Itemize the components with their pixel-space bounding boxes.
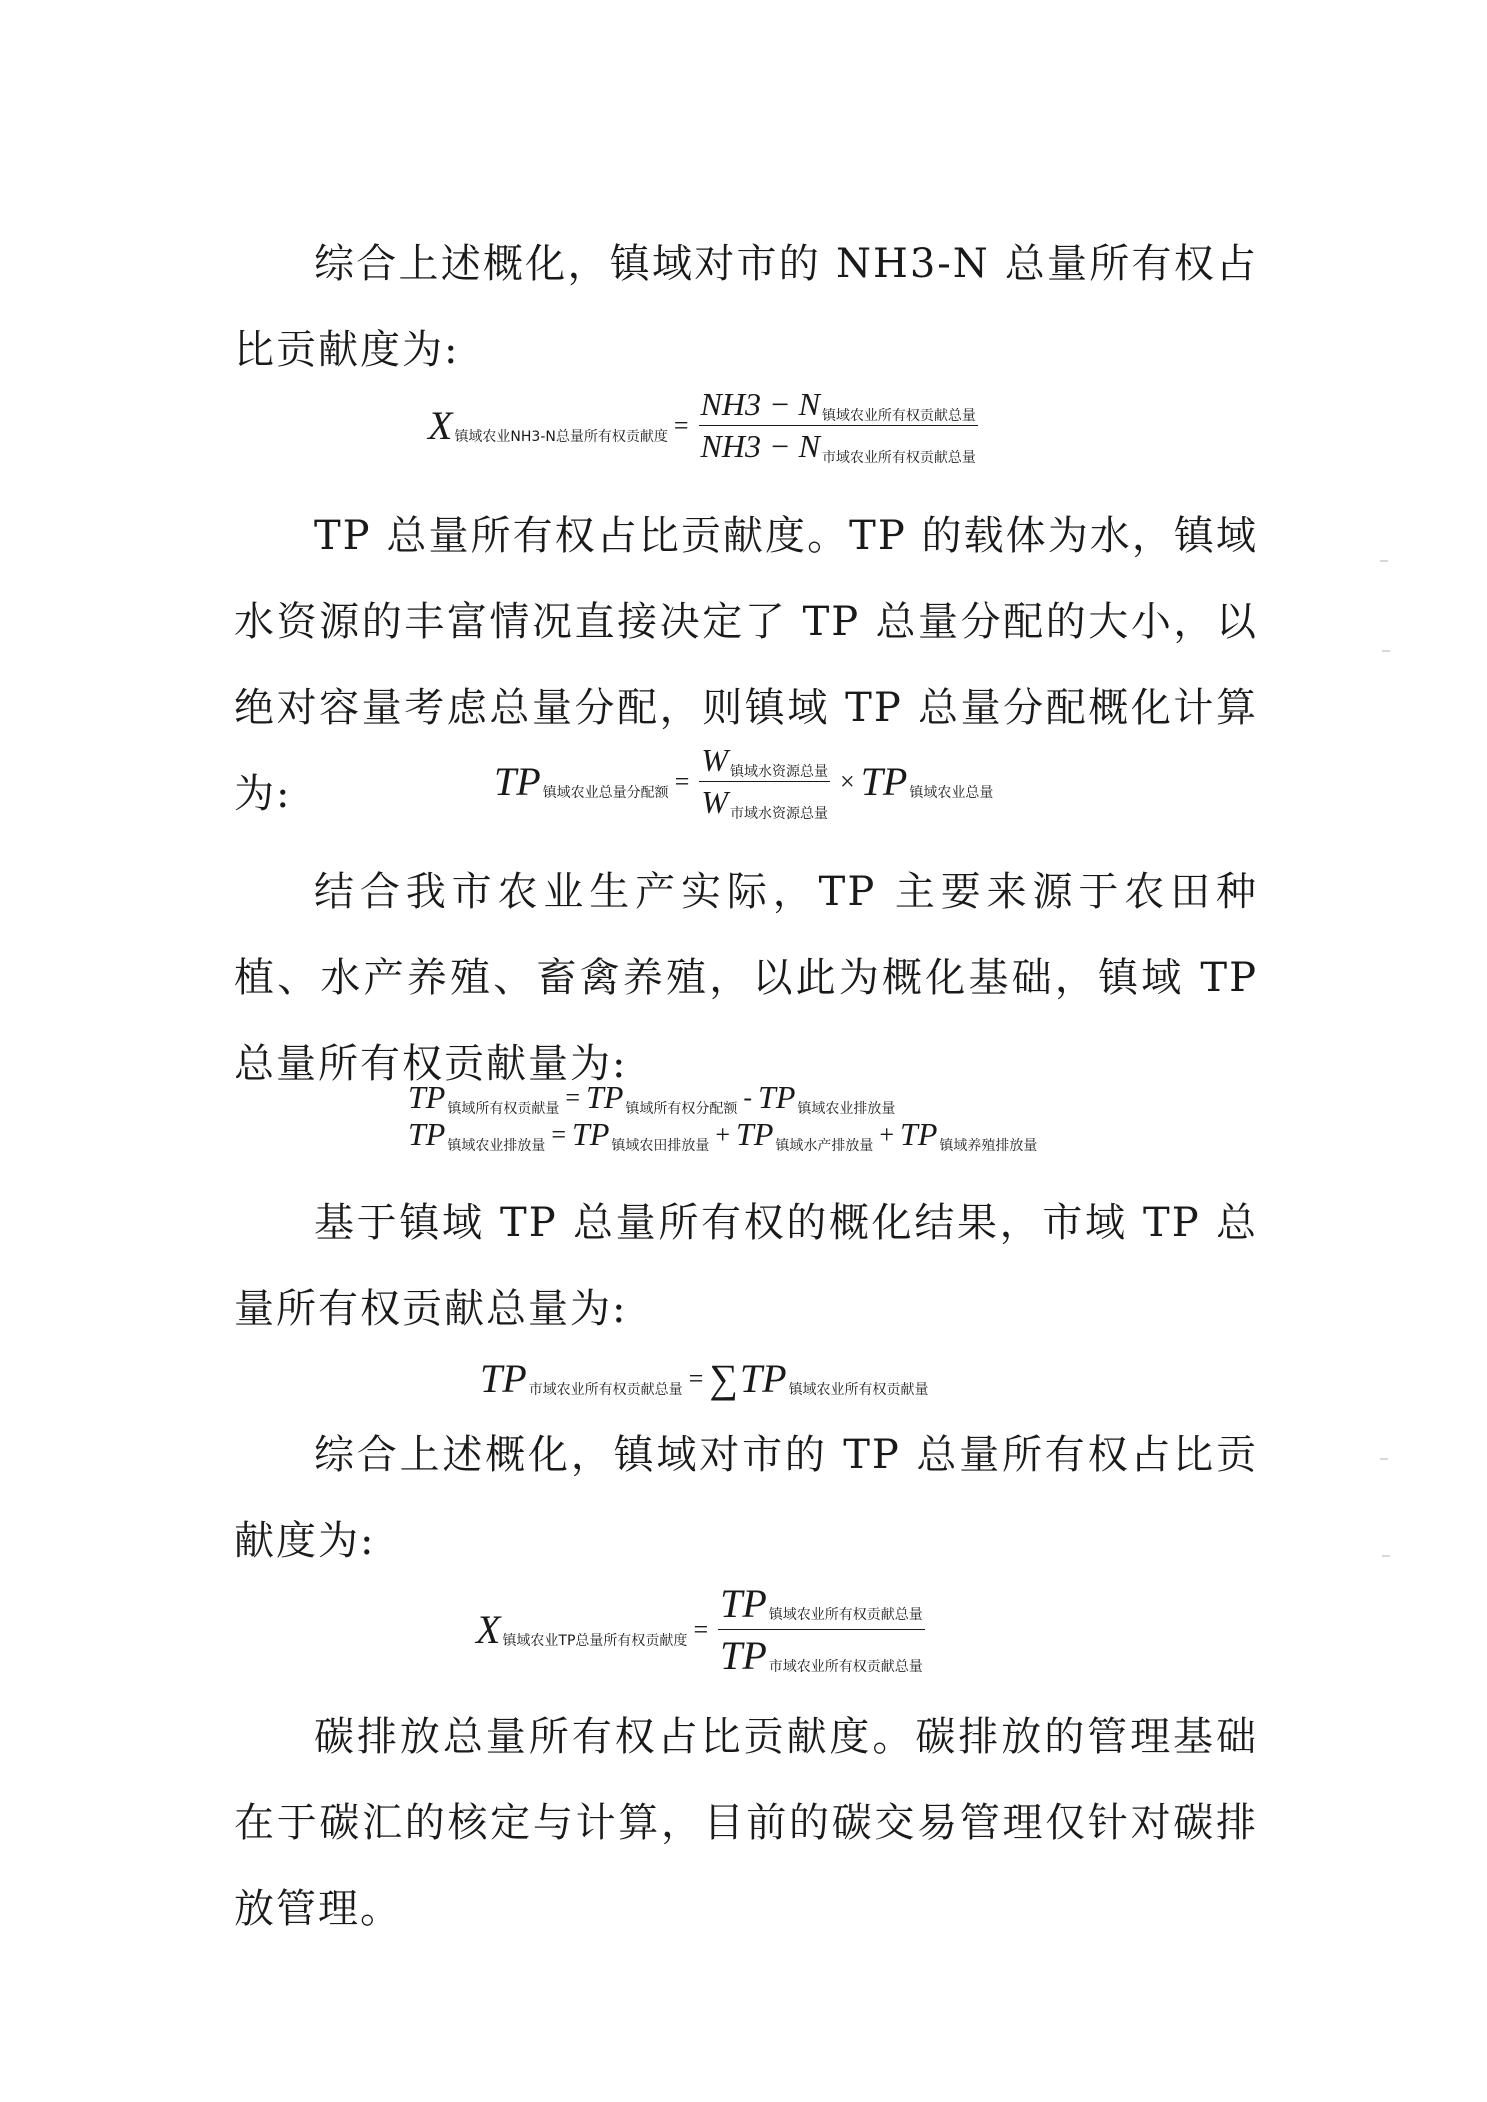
formula-variable: TP — [480, 1356, 527, 1401]
paragraph-tp-intro: TP 总量所有权占比贡献度。TP 的载体为水，镇域水资源的丰富情况直接决定了 TP 总量分配的大小，以绝对容量考虑总量分配，则镇域 TP 总量分配概化计算为: — [234, 513, 1258, 817]
formula-variable: W — [701, 784, 729, 820]
scan-mark — [1382, 1555, 1390, 1557]
formula-subscript: 镇域所有权分配额 — [625, 1100, 738, 1117]
formula-subscript: 镇域农业所有权贡献量 — [788, 1381, 929, 1398]
fraction-denominator — [699, 782, 830, 821]
formula-variable: TP — [408, 1079, 446, 1115]
formula-variable: NH3 − N — [700, 386, 820, 422]
formula-variable: TP — [720, 1581, 767, 1626]
fraction — [699, 386, 978, 465]
formula-subscript: 市域农业所有权贡献总量 — [528, 1381, 683, 1398]
formula-subscript: 镇域农业排放量 — [447, 1137, 546, 1154]
formula-subscript: 镇域农业总量分配额 — [542, 784, 669, 801]
equals-sign: = — [688, 1363, 704, 1393]
formula-subscript: 镇域农业所有权贡献总量 — [768, 1606, 923, 1623]
fraction-numerator — [699, 742, 830, 782]
formula-variable: TP — [736, 1116, 774, 1152]
paragraph-tp-summary: 综合上述概化，镇域对市的 TP 总量所有权占比贡献度为: — [234, 1432, 1258, 1564]
fraction-numerator — [718, 1580, 925, 1630]
fraction — [718, 1580, 925, 1679]
equals-sign: = — [673, 410, 689, 440]
scan-mark — [1380, 560, 1388, 562]
formula-subscript: 镇域农业排放量 — [797, 1100, 896, 1117]
formula-row — [408, 1116, 1037, 1153]
formula-tp-contribution — [476, 1580, 929, 1679]
formula-subscript: 镇域农业所有权贡献总量 — [821, 407, 976, 424]
formula-variable: NH3 − N — [700, 428, 820, 464]
formula-variable: TP — [900, 1116, 938, 1152]
formula-subscript: 镇域农业总量 — [909, 784, 994, 801]
formula-subscript: 镇域水产排放量 — [775, 1137, 874, 1154]
formula-row — [408, 1079, 895, 1116]
formula-variable: TP — [739, 1356, 787, 1401]
formula-subscript: 镇域养殖排放量 — [939, 1137, 1038, 1154]
fraction-numerator — [699, 386, 978, 426]
formula-variable: W — [701, 742, 729, 778]
paragraph-nh3n-summary: 综合上述概化，镇域对市的 NH3-N 总量所有权占比贡献度为: — [234, 241, 1258, 373]
formula-subscript: 市域农业所有权贡献总量 — [768, 1658, 923, 1675]
formula-variable: TP — [720, 1633, 767, 1678]
scan-mark — [1380, 1458, 1388, 1460]
equals-sign: = — [693, 1614, 709, 1644]
formula-variable: X — [428, 403, 453, 448]
formula-variable: TP — [572, 1116, 610, 1152]
formula-tp-city-total — [480, 1355, 929, 1402]
formula-tp-allocation — [494, 742, 993, 821]
formula-variable: TP — [408, 1116, 446, 1152]
sigma-symbol: ∑ — [709, 1356, 738, 1401]
equals-sign: = — [565, 1082, 581, 1112]
times-sign: × — [840, 766, 855, 796]
formula-subscript: 镇域农业NH3-N总量所有权贡献度 — [454, 428, 668, 445]
plus-sign: + — [715, 1119, 731, 1149]
equals-sign: = — [674, 766, 690, 796]
formula-variable: TP — [586, 1079, 624, 1115]
formula-subscript: 镇域水资源总量 — [730, 763, 829, 780]
paragraph-carbon-emission: 碳排放总量所有权占比贡献度。碳排放的管理基础在于碳汇的核定与计算，目前的碳交易管理仅针对碳排放管理。 — [234, 1714, 1258, 1932]
formula-variable: TP — [758, 1079, 796, 1115]
formula-subscript: 市域水资源总量 — [730, 805, 829, 822]
formula-subscript: 市域农业所有权贡献总量 — [821, 449, 976, 466]
formula-nh3n-contribution — [428, 386, 982, 465]
fraction-denominator — [718, 1630, 925, 1679]
minus-sign: - — [743, 1082, 753, 1112]
fraction-denominator — [699, 426, 978, 465]
paragraph-tp-sources: 结合我市农业生产实际，TP 主要来源于农田种植、水产养殖、畜禽养殖，以此为概化基础，镇域 TP 总量所有权贡献量为: — [234, 869, 1258, 1087]
formula-tp-contribution-amount — [408, 1079, 1037, 1153]
formula-variable: X — [476, 1607, 501, 1652]
formula-variable: TP — [860, 759, 908, 804]
scan-mark — [1382, 650, 1390, 652]
formula-subscript: 镇域所有权贡献量 — [447, 1100, 560, 1117]
plus-sign: + — [879, 1119, 895, 1149]
formula-variable: TP — [494, 759, 541, 804]
formula-subscript: 镇域农业TP总量所有权贡献度 — [502, 1632, 688, 1649]
paragraph-tp-city-total: 基于镇域 TP 总量所有权的概化结果，市域 TP 总量所有权贡献总量为: — [234, 1200, 1258, 1332]
equals-sign: = — [551, 1119, 567, 1149]
formula-subscript: 镇域农田排放量 — [611, 1137, 710, 1154]
fraction — [699, 742, 830, 821]
